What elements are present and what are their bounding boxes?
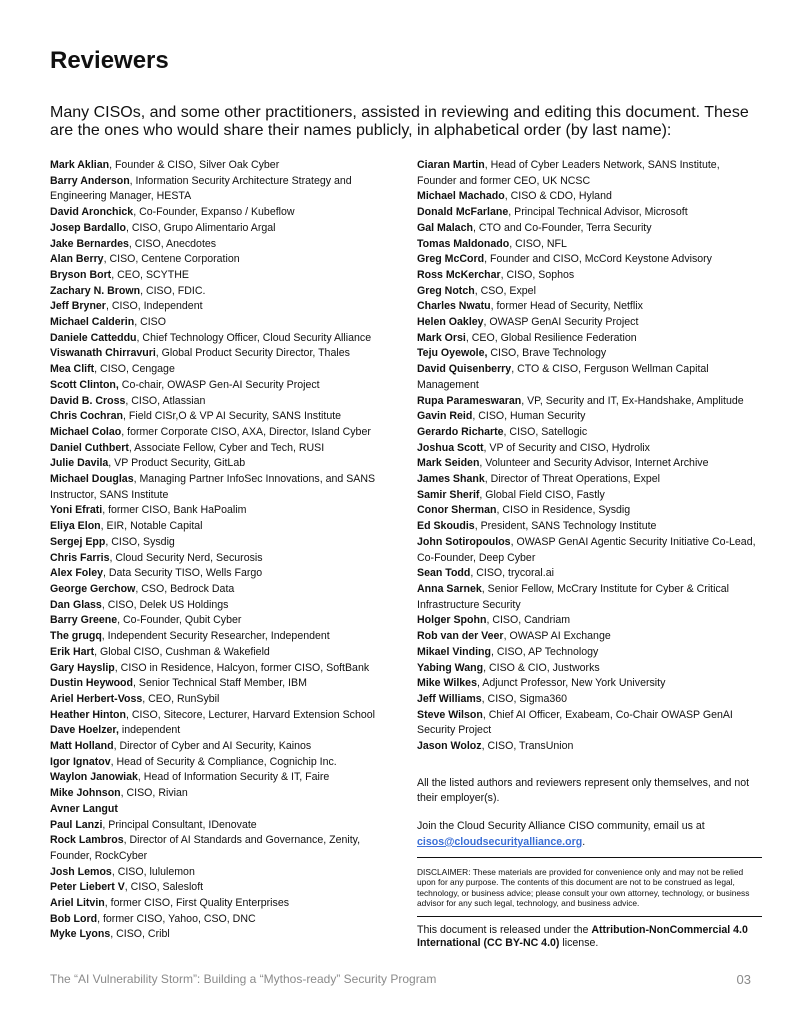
reviewer-role: , Co-Founder, Qubit Cyber bbox=[117, 614, 242, 627]
reviewer-role: , Senior Fellow, McCrary Institute for Cyber & Critical Infrastructure Security bbox=[417, 582, 730, 611]
page-title: Reviewers bbox=[50, 47, 169, 74]
reviewer-entry bbox=[417, 284, 762, 300]
reviewer-name: Dustin Heywood bbox=[50, 677, 133, 690]
reviewer-name: David B. Cross bbox=[50, 394, 126, 407]
reviewer-entry bbox=[50, 880, 385, 896]
reviewer-entry bbox=[50, 755, 385, 771]
email-link[interactable]: cisos@cloudsecurityalliance.org bbox=[417, 835, 583, 848]
reviewer-entry bbox=[417, 708, 762, 739]
reviewer-name: Mark Orsi bbox=[417, 331, 466, 344]
reviewer-role: , Director of Threat Operations, Expel bbox=[484, 473, 661, 486]
reviewer-entry bbox=[417, 456, 762, 472]
reviewer-entry bbox=[50, 676, 385, 692]
reviewer-name: David Quisenberry bbox=[417, 363, 512, 376]
reviewer-role: , CISO in Residence, Sysdig bbox=[496, 504, 631, 517]
reviewer-role: independent bbox=[118, 724, 181, 737]
reviewer-name: Helen Oakley bbox=[417, 316, 484, 329]
reviewer-entry bbox=[417, 346, 762, 362]
reviewer-entry bbox=[50, 708, 385, 724]
reviewer-role: , CEO, Global Resilience Federation bbox=[465, 331, 637, 344]
reviewer-name: Dave Hoelzer, bbox=[50, 724, 119, 737]
reviewer-entry bbox=[50, 786, 385, 802]
reviewer-name: Gavin Reid bbox=[417, 410, 473, 423]
reviewer-name: Ed Skoudis bbox=[417, 520, 475, 533]
reviewer-role: , Associate Fellow, Cyber and Tech, RUSI bbox=[128, 441, 325, 454]
reviewer-entry bbox=[50, 723, 385, 739]
reviewer-entry bbox=[50, 346, 385, 362]
reviewer-name: Josh Lemos bbox=[50, 865, 112, 878]
reviewer-entry bbox=[50, 519, 385, 535]
reviewer-name: Ariel Litvin bbox=[50, 897, 105, 910]
reviewer-name: Gal Malach bbox=[417, 221, 473, 234]
reviewer-role: , CISO, Sigma360 bbox=[481, 692, 568, 705]
reviewer-role: CISO, Brave Technology bbox=[487, 347, 607, 360]
reviewer-role: , OWASP GenAI Agentic Security Initiative Co-Lead, Co-Founder, Deep Cyber bbox=[417, 535, 756, 564]
reviewer-name: Michael Colao bbox=[50, 425, 122, 438]
reviewer-entry bbox=[417, 315, 762, 331]
reviewer-name: Mikael Vinding bbox=[417, 645, 491, 658]
reviewer-role: , CISO, Sitecore, Lecturer, Harvard Extension School bbox=[125, 708, 376, 721]
divider bbox=[417, 857, 762, 858]
join-community-note bbox=[417, 819, 762, 850]
reviewer-entry bbox=[417, 189, 762, 205]
reviewer-name: Daniele Catteddu bbox=[50, 331, 137, 344]
reviewer-name: Joshua Scott bbox=[417, 441, 484, 454]
reviewer-role: , CISO, Delek US Holdings bbox=[101, 598, 229, 611]
reviewer-entry bbox=[50, 692, 385, 708]
reviewer-name: Jake Bernardes bbox=[50, 237, 129, 250]
reviewer-entry bbox=[417, 205, 762, 221]
reviewer-role: , Chief Technology Officer, Cloud Security Alliance bbox=[136, 331, 372, 344]
license-prefix: This document is released under the bbox=[417, 923, 589, 936]
reviewer-name: Waylon Janowiak bbox=[50, 771, 138, 784]
reviewer-entry bbox=[50, 425, 385, 441]
reviewer-entry bbox=[417, 645, 762, 661]
reviewer-name: Matt Holland bbox=[50, 740, 114, 753]
reviewer-entry bbox=[50, 645, 385, 661]
join-suffix: . bbox=[582, 835, 586, 848]
reviewer-name: Ciaran Martin bbox=[417, 159, 485, 171]
reviewer-name: Sean Todd bbox=[417, 567, 471, 580]
reviewer-entry bbox=[50, 158, 385, 174]
reviewer-name: Viswanath Chirravuri bbox=[50, 347, 156, 360]
reviewer-name: George Gerchow bbox=[50, 582, 136, 595]
reviewer-role: , CISO, Human Security bbox=[472, 410, 586, 423]
reviewer-name: Alan Berry bbox=[50, 253, 104, 266]
reviewer-role: , Founder & CISO, Silver Oak Cyber bbox=[109, 159, 280, 171]
reviewer-name: Avner Langut bbox=[50, 802, 118, 815]
reviewer-name: Peter Liebert V bbox=[50, 881, 125, 894]
reviewer-name: Heather Hinton bbox=[50, 708, 126, 721]
reviewer-entry bbox=[50, 661, 385, 677]
reviewer-name: Josep Bardallo bbox=[50, 221, 126, 234]
reviewer-name: Mea Clift bbox=[50, 363, 95, 376]
reviewer-name: James Shank bbox=[417, 473, 485, 486]
reviewer-entry bbox=[50, 299, 385, 315]
reviewer-name: Chris Cochran bbox=[50, 410, 123, 423]
reviewer-name: Jeff Bryner bbox=[50, 300, 106, 313]
reviewer-role: , former CISO, Yahoo, CSO, DNC bbox=[97, 912, 256, 925]
reviewer-entry bbox=[417, 503, 762, 519]
reviewer-role: , VP of Security and CISO, Hydrolix bbox=[483, 441, 650, 454]
reviewer-entry bbox=[417, 629, 762, 645]
reviewer-entry bbox=[50, 927, 385, 943]
reviewer-name: Scott Clinton, bbox=[50, 378, 119, 391]
reviewer-name: The grugq bbox=[50, 630, 102, 643]
reviewer-role: , CISO, Sophos bbox=[500, 268, 575, 281]
reviewer-name: Mike Johnson bbox=[50, 787, 121, 800]
reviewer-name: Rob van der Veer bbox=[417, 630, 504, 643]
reviewer-entry bbox=[50, 613, 385, 629]
reviewer-entry bbox=[50, 284, 385, 300]
intro-paragraph: Many CISOs, and some other practitioners, assisted in reviewing and editing this document. These are the ones who would share their names publicly, in alphabetical order (by last name): bbox=[50, 104, 749, 139]
license-note bbox=[417, 924, 762, 951]
reviewer-role: , CISO, trycoral.ai bbox=[470, 567, 554, 580]
reviewer-name: Holger Spohn bbox=[417, 614, 487, 627]
reviewer-name: Mark Aklian bbox=[50, 159, 110, 171]
reviewer-role: , CSO, Bedrock Data bbox=[135, 582, 235, 595]
reviewer-name: Barry Anderson bbox=[50, 174, 130, 187]
reviewer-entry bbox=[50, 629, 385, 645]
reviewer-entry bbox=[417, 268, 762, 284]
reviewer-role: , CISO, AP Technology bbox=[490, 645, 599, 658]
reviewer-role: , CISO, Rivian bbox=[120, 787, 188, 800]
reviewer-role: , CISO, Atlassian bbox=[125, 394, 206, 407]
reviewer-entry bbox=[417, 676, 762, 692]
reviewer-entry bbox=[50, 237, 385, 253]
reviewers-right-list bbox=[417, 158, 762, 755]
reviewer-name: Michael Douglas bbox=[50, 473, 134, 486]
reviewer-role: , Field CISr,O & VP AI Security, SANS Institute bbox=[123, 410, 342, 423]
reviewer-role: , Global Product Security Director, Thales bbox=[155, 347, 350, 360]
reviewer-role: , former CISO, Bank HaPoalim bbox=[102, 504, 247, 517]
reviewer-entry bbox=[50, 598, 385, 614]
reviewer-name: Rupa Parameswaran bbox=[417, 394, 522, 407]
reviewer-entry bbox=[50, 315, 385, 331]
reviewer-entry bbox=[417, 362, 762, 393]
reviewer-entry bbox=[50, 551, 385, 567]
reviewer-entry bbox=[417, 661, 762, 677]
reviewer-entry bbox=[50, 221, 385, 237]
reviewer-entry bbox=[417, 519, 762, 535]
reviewer-entry bbox=[50, 394, 385, 410]
reviewer-role: , CISO, TransUnion bbox=[481, 740, 574, 753]
reviewer-role: , CISO bbox=[134, 316, 166, 329]
reviewer-role: , CISO in Residence, Halcyon, former CISO, SoftBank bbox=[114, 661, 370, 674]
reviewer-entry bbox=[417, 394, 762, 410]
reviewer-name: Erik Hart bbox=[50, 645, 95, 658]
reviewer-name: Steve Wilson bbox=[417, 708, 483, 721]
reviewer-name: Myke Lyons bbox=[50, 928, 111, 941]
reviewer-name: Greg McCord bbox=[417, 253, 485, 266]
reviewer-name: Paul Lanzi bbox=[50, 818, 103, 831]
reviewer-entry bbox=[50, 268, 385, 284]
reviewer-entry bbox=[417, 535, 762, 566]
reviewer-role: , CISO, Anecdotes bbox=[128, 237, 217, 250]
reviewer-role: , CISO, lululemon bbox=[111, 865, 195, 878]
reviewer-entry bbox=[50, 409, 385, 425]
reviewer-role: , Global CISO, Cushman & Wakefield bbox=[94, 645, 270, 658]
reviewer-role: , CEO, SCYTHE bbox=[111, 268, 189, 281]
reviewer-role: , CEO, RunSybil bbox=[142, 692, 220, 705]
divider bbox=[417, 916, 762, 917]
reviewer-name: Ross McKerchar bbox=[417, 268, 501, 281]
license-suffix: license. bbox=[562, 937, 599, 950]
join-text: Join the Cloud Security Alliance CISO community, email us at bbox=[417, 820, 705, 833]
reviewer-name: Daniel Cuthbert bbox=[50, 441, 129, 454]
reviewer-role: , Co-Founder, Expanso / Kubeflow bbox=[133, 206, 295, 219]
reviewer-entry bbox=[417, 252, 762, 268]
reviewer-role: Co-chair, OWASP Gen-AI Security Project bbox=[118, 378, 320, 391]
reviewer-role: , CISO, Centene Corporation bbox=[103, 253, 240, 266]
reviewer-role: , EIR, Notable Capital bbox=[100, 520, 203, 533]
reviewer-name: Greg Notch bbox=[417, 284, 475, 297]
reviewer-name: Alex Foley bbox=[50, 567, 103, 580]
reviewer-role: , Principal Consultant, IDenovate bbox=[102, 818, 257, 831]
reviewer-role: , Senior Technical Staff Member, IBM bbox=[133, 677, 307, 690]
reviewer-entry bbox=[50, 503, 385, 519]
reviewer-name: Anna Sarnek bbox=[417, 582, 482, 595]
reviewer-entry bbox=[417, 488, 762, 504]
reviewer-name: Bob Lord bbox=[50, 912, 98, 925]
reviewer-name: Zachary N. Brown bbox=[50, 284, 141, 297]
reviewer-name: David Aronchick bbox=[50, 206, 134, 219]
reviewer-entry bbox=[417, 299, 762, 315]
reviewer-name: Mike Wilkes bbox=[417, 677, 477, 690]
reviewer-name: Jason Woloz bbox=[417, 740, 482, 753]
reviewer-role: , Volunteer and Security Advisor, Internet Archive bbox=[479, 457, 709, 470]
reviewer-entry bbox=[50, 362, 385, 378]
reviewer-name: Ariel Herbert-Voss bbox=[50, 692, 143, 705]
footer-document-title: The “AI Vulnerability Storm”: Building a “Mythos-ready” Security Program bbox=[50, 972, 437, 986]
reviewer-entry bbox=[417, 582, 762, 613]
disclaimer-text: DISCLAIMER: These materials are provided for convenience only and may not be relied upon for any purpose. The contents of this document are not to be construed as legal, technology, or business advice; please consult your own attorney, technology, or business advisor for any such legal, technology, and business advice. bbox=[417, 866, 750, 909]
reviewer-entry bbox=[417, 409, 762, 425]
reviewer-entry bbox=[417, 692, 762, 708]
reviewer-name: Mark Seiden bbox=[417, 457, 480, 470]
reviewer-entry bbox=[50, 252, 385, 268]
reviewer-role: , CISO, Satellogic bbox=[503, 425, 588, 438]
reviewer-name: Charles Nwatu bbox=[417, 300, 491, 313]
reviewer-role: , Director of AI Standards and Governance, Zenity, Founder, RockCyber bbox=[50, 834, 361, 862]
reviewer-role: , Information Security Architecture Strategy and Engineering Manager, HESTA bbox=[50, 174, 352, 203]
reviewers-left-column bbox=[50, 158, 385, 943]
reviewer-entry bbox=[417, 221, 762, 237]
reviewer-name: Eliya Elon bbox=[50, 520, 101, 533]
reviewer-name: Gary Hayslip bbox=[50, 661, 115, 674]
reviewer-role: , former Corporate CISO, AXA, Director, Island Cyber bbox=[121, 425, 371, 438]
reviewer-entry bbox=[50, 912, 385, 928]
reviewer-role: , Independent Security Researcher, Independent bbox=[101, 630, 330, 643]
footer-page-number: 03 bbox=[736, 972, 751, 987]
license-name: Attribution-NonCommercial 4.0 International (CC BY-NC 4.0) bbox=[417, 923, 748, 950]
reviewer-entry bbox=[417, 566, 762, 582]
reviewer-role: , CISO, Grupo Alimentario Argal bbox=[125, 221, 276, 234]
reviewer-entry bbox=[50, 865, 385, 881]
reviewer-name: Bryson Bort bbox=[50, 268, 112, 281]
reviewer-role: , Head of Information Security & IT, Faire bbox=[137, 771, 330, 784]
reviewer-role: , CISO, Cengage bbox=[94, 363, 175, 376]
reviewer-entry bbox=[50, 833, 385, 864]
reviewer-entry bbox=[50, 331, 385, 347]
reviewer-entry bbox=[50, 818, 385, 834]
reviewer-role: , OWASP GenAI Security Project bbox=[483, 316, 639, 329]
reviewer-entry bbox=[50, 739, 385, 755]
reviewer-role: , CISO & CIO, Justworks bbox=[483, 661, 600, 674]
reviewer-role: , Adjunct Professor, New York University bbox=[476, 677, 666, 690]
reviewer-entry bbox=[50, 441, 385, 457]
reviewer-entry bbox=[50, 802, 385, 818]
reviewer-entry bbox=[50, 205, 385, 221]
reviewer-name: Dan Glass bbox=[50, 598, 102, 611]
reviewer-name: Yoni Efrati bbox=[50, 504, 103, 517]
representation-note: All the listed authors and reviewers represent only themselves, and not their employer(s). bbox=[417, 776, 750, 805]
reviewer-role: , Founder and CISO, McCord Keystone Advisory bbox=[484, 253, 712, 266]
reviewer-entry bbox=[417, 441, 762, 457]
reviewer-entry bbox=[417, 739, 762, 755]
reviewer-name: John Sotiropoulos bbox=[417, 535, 511, 548]
reviewer-role: , Head of Security & Compliance, Cognichip Inc. bbox=[110, 755, 337, 768]
reviewer-name: Jeff Williams bbox=[417, 692, 482, 705]
reviewer-entry bbox=[50, 378, 385, 394]
reviewer-role: , Cloud Security Nerd, Securosis bbox=[109, 551, 263, 564]
reviewer-role: , CISO, Cribl bbox=[110, 928, 170, 941]
reviewer-role: , Global Field CISO, Fastly bbox=[479, 488, 605, 501]
reviewer-entry bbox=[50, 566, 385, 582]
reviewer-role: , CSO, Expel bbox=[474, 284, 536, 297]
reviewer-role: , CISO, Independent bbox=[105, 300, 203, 313]
reviewer-name: Sergej Epp bbox=[50, 535, 106, 548]
reviewer-entry bbox=[417, 472, 762, 488]
reviewer-entry bbox=[50, 582, 385, 598]
reviewer-entry bbox=[417, 237, 762, 253]
reviewer-role: , Managing Partner InfoSec Innovations, and SANS Instructor, SANS Institute bbox=[50, 473, 376, 501]
reviewer-entry bbox=[50, 456, 385, 472]
reviewer-entry bbox=[417, 331, 762, 347]
reviewer-name: Michael Machado bbox=[417, 190, 505, 203]
reviewer-role: , President, SANS Technology Institute bbox=[474, 520, 657, 533]
reviewer-role: , Director of Cyber and AI Security, Kainos bbox=[113, 740, 312, 753]
reviewer-entry bbox=[50, 896, 385, 912]
reviewer-entry bbox=[50, 770, 385, 786]
reviewer-role: , Chief AI Officer, Exabeam, Co-Chair OWASP GenAI Security Project bbox=[417, 708, 733, 737]
reviewer-role: , OWASP AI Exchange bbox=[503, 630, 611, 643]
reviewer-entry bbox=[50, 535, 385, 551]
reviewer-role: , CISO, Sysdig bbox=[105, 535, 175, 548]
reviewer-role: , CTO and Co-Founder, Terra Security bbox=[472, 221, 652, 234]
reviewer-role: , CISO, Salesloft bbox=[124, 881, 204, 894]
reviewer-name: Samir Sherif bbox=[417, 488, 480, 501]
reviewer-name: Gerardo Richarte bbox=[417, 425, 504, 438]
reviewer-name: Rock Lambros bbox=[50, 834, 124, 847]
reviewer-name: Julie Davila bbox=[50, 457, 109, 470]
reviewer-role: , CTO & CISO, Ferguson Wellman Capital Management bbox=[417, 363, 709, 391]
reviewer-entry bbox=[50, 472, 385, 503]
reviewer-name: Michael Calderin bbox=[50, 316, 135, 329]
reviewer-role: , VP Product Security, GitLab bbox=[108, 457, 246, 470]
reviewer-role: , Data Security TISO, Wells Fargo bbox=[103, 567, 263, 580]
reviewer-role: , former CISO, First Quality Enterprises bbox=[104, 897, 290, 910]
reviewer-role: , CISO & CDO, Hyland bbox=[504, 190, 612, 203]
reviewer-name: Tomas Maldonado bbox=[417, 237, 510, 250]
reviewer-role: , Principal Technical Advisor, Microsoft bbox=[508, 206, 688, 219]
reviewer-entry bbox=[50, 174, 385, 205]
reviewer-role: , VP, Security and IT, Ex-Handshake, Amplitude bbox=[521, 394, 744, 407]
reviewer-entry bbox=[417, 158, 762, 189]
reviewer-role: , CISO, Candriam bbox=[486, 614, 571, 627]
reviewer-role: , Head of Cyber Leaders Network, SANS Institute, Founder and former CEO, UK NCSC bbox=[417, 159, 720, 187]
reviewer-role: , CISO, FDIC. bbox=[140, 284, 206, 297]
reviewer-name: Teju Oyewole, bbox=[417, 347, 488, 360]
reviewer-name: Donald McFarlane bbox=[417, 206, 509, 219]
reviewer-entry bbox=[417, 425, 762, 441]
reviewer-role: , former Head of Security, Netflix bbox=[490, 300, 643, 313]
reviewer-entry bbox=[417, 613, 762, 629]
reviewer-name: Chris Farris bbox=[50, 551, 110, 564]
reviewer-name: Barry Greene bbox=[50, 614, 118, 627]
reviewer-role: , CISO, NFL bbox=[509, 237, 567, 250]
reviewer-name: Conor Sherman bbox=[417, 504, 497, 517]
reviewer-name: Igor Ignatov bbox=[50, 755, 111, 768]
reviewer-name: Yabing Wang bbox=[417, 661, 484, 674]
reviewers-right-column bbox=[417, 158, 762, 951]
